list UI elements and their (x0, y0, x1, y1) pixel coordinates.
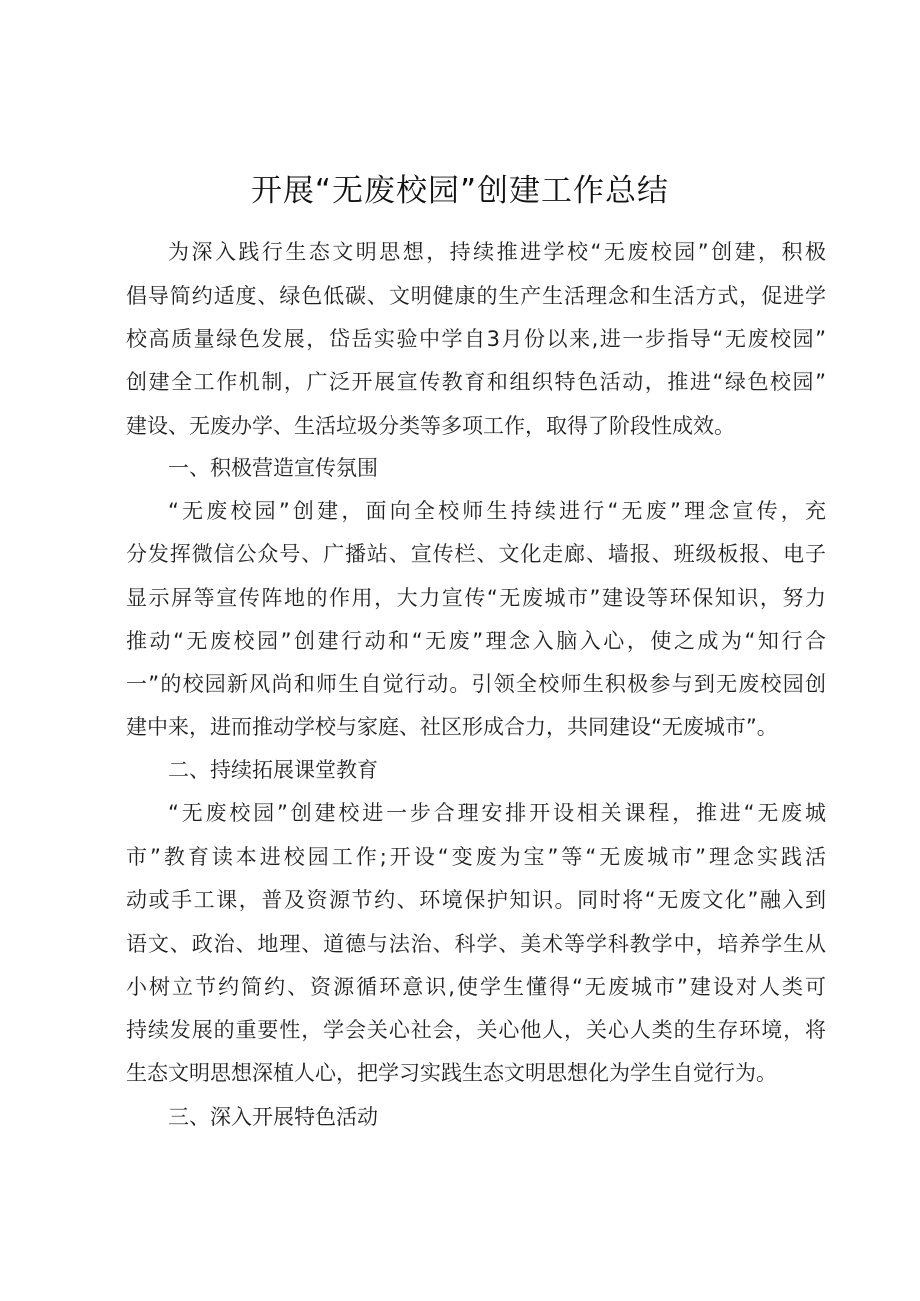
paragraph-line: 推动“无废校园”创建行动和“无废”理念入脑入心，使之成为“知行合 (126, 629, 826, 653)
paragraph-line: “无废校园”创建，面向全校师生持续进行“无废”理念宣传，充 (168, 499, 826, 523)
paragraph-line: 持续发展的重要性，学会关心社会，关心他人，关心人类的生存环境，将 (126, 1018, 826, 1042)
paragraph-line: 市”教育读本进校园工作;开设“变废为宝”等“无废城市”理念实践活 (126, 845, 826, 869)
paragraph-line: 倡导简约适度、绿色低碳、文明健康的生产生活理念和生活方式，促进学 (126, 284, 826, 308)
paragraph-line: 小树立节约简约、资源循环意识,使学生懂得“无废城市”建设对人类可 (126, 975, 826, 999)
paragraph-line: 分发挥微信公众号、广播站、宣传栏、文化走廊、墙报、班级板报、电子 (126, 542, 826, 566)
paragraph-line: 一”的校园新风尚和师生自觉行动。引领全校师生积极参与到无废校园创 (126, 672, 826, 696)
section-heading-2: 二、持续拓展课堂教育 (168, 758, 378, 782)
paragraph-line: 动或手工课，普及资源节约、环境保护知识。同时将“无废文化”融入到 (126, 888, 826, 912)
paragraph-line: 为深入践行生态文明思想，持续推进学校“无废校园”创建，积极 (168, 240, 826, 264)
paragraph-line: 建设、无废办学、生活垃圾分类等多项工作，取得了阶段性成效。 (126, 414, 735, 438)
document-title: 开展“无废校园”创建工作总结 (250, 173, 670, 209)
paragraph-line: 校高质量绿色发展，岱岳实验中学自3月份以来,进一步指导“无废校园” (126, 327, 826, 351)
section-heading-3: 三、深入开展特色活动 (168, 1105, 378, 1129)
paragraph-line: 语文、政治、地理、道德与法治、科学、美术等学科教学中，培养学生从 (126, 932, 826, 956)
paragraph-line: 生态文明思想深植人心，把学习实践生态文明思想化为学生自觉行为。 (126, 1061, 777, 1085)
section-heading-1: 一、积极营造宣传氛围 (168, 456, 378, 480)
paragraph-line: 显示屏等宣传阵地的作用，大力宣传“无废城市”建设等环保知识，努力 (126, 586, 826, 610)
paragraph-line: “无废校园”创建校进一步合理安排开设相关课程，推进“无废城 (168, 801, 826, 825)
paragraph-line: 创建全工作机制，广泛开展宣传教育和组织特色活动，推进“绿色校园” (126, 370, 826, 394)
paragraph-line: 建中来，进而推动学校与家庭、社区形成合力，共同建设“无废城市”。 (126, 715, 778, 739)
